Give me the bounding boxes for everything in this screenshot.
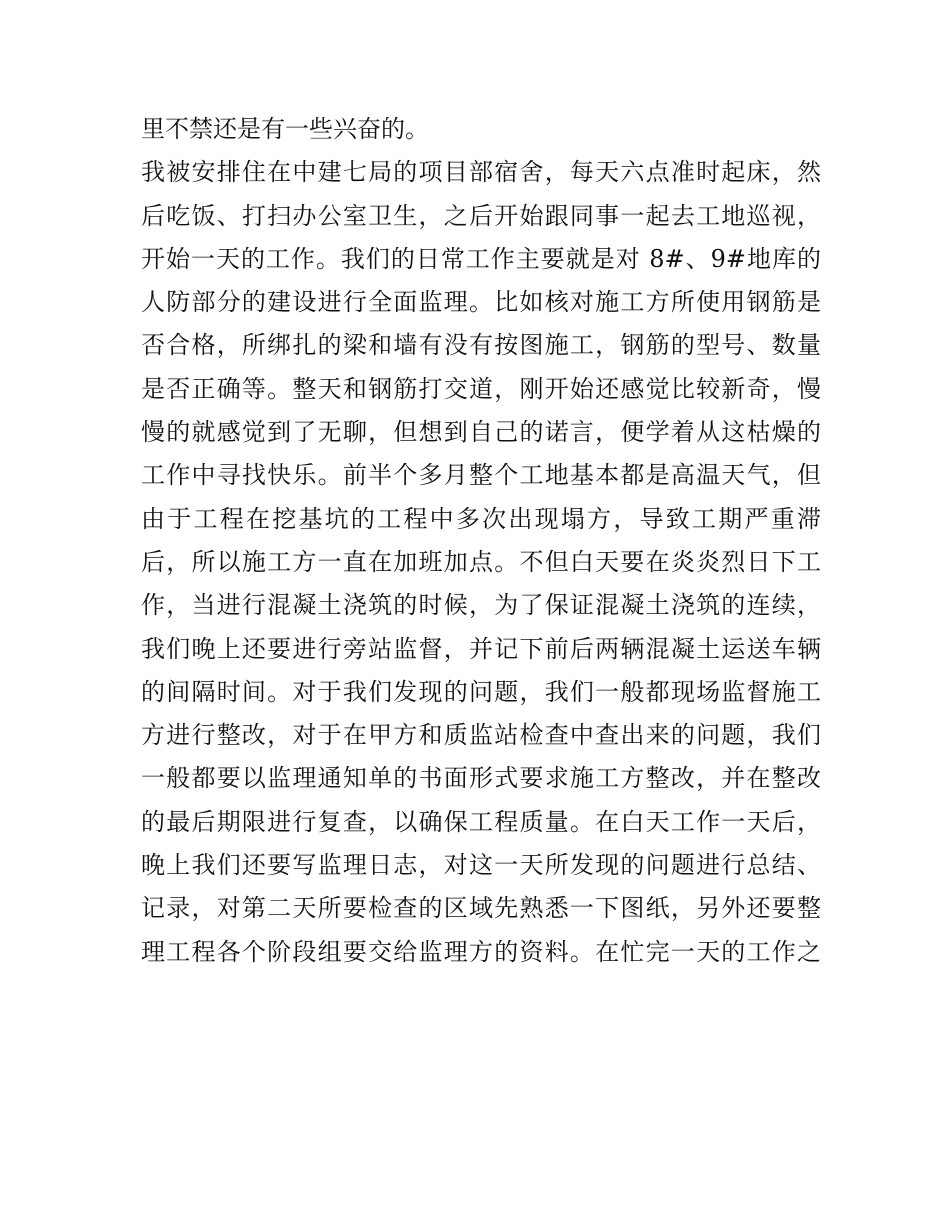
- text-line: 我被安排住在中建七局的项目部宿舍，每天六点准时起床，然: [141, 158, 821, 187]
- text-line: 人防部分的建设进行全面监理。比如核对施工方所使用钢筋是: [141, 288, 821, 317]
- text-line: 否合格，所绑扎的梁和墙有没有按图施工，钢筋的型号、数量: [141, 331, 821, 360]
- body-text: [141, 108, 821, 974]
- text-line: 工作中寻找快乐。前半个多月整个工地基本都是高温天气，但: [141, 461, 821, 490]
- text-line: 开始一天的工作。我们的日常工作主要就是对 8#、9#地库的: [141, 244, 821, 273]
- text-line: 的最后期限进行复查，以确保工程质量。在白天工作一天后，: [141, 807, 821, 836]
- text-line: 记录，对第二天所要检查的区域先熟悉一下图纸，另外还要整: [141, 894, 821, 923]
- text-line: 后，所以施工方一直在加班加点。不但白天要在炎炎烈日下工: [141, 547, 821, 576]
- text-line: 由于工程在挖基坑的工程中多次出现塌方，导致工期严重滞: [141, 504, 821, 533]
- text-line: 一般都要以监理通知单的书面形式要求施工方整改，并在整改: [141, 764, 821, 793]
- text-line: 理工程各个阶段组要交给监理方的资料。在忙完一天的工作之: [141, 937, 821, 966]
- text-line: 的间隔时间。对于我们发现的问题，我们一般都现场监督施工: [141, 677, 821, 706]
- text-line: 晚上我们还要写监理日志，对这一天所发现的问题进行总结、: [141, 851, 821, 880]
- text-line: 方进行整改，对于在甲方和质监站检查中查出来的问题，我们: [141, 721, 821, 750]
- text-line: 后吃饭、打扫办公室卫生，之后开始跟同事一起去工地巡视，: [141, 201, 821, 230]
- text-line: 作，当进行混凝土浇筑的时候，为了保证混凝土浇筑的连续，: [141, 591, 821, 620]
- text-line: 我们晚上还要进行旁站监督，并记下前后两辆混凝土运送车辆: [141, 634, 821, 663]
- text-line: 慢的就感觉到了无聊，但想到自己的诺言，便学着从这枯燥的: [141, 418, 821, 447]
- text-line: 里不禁还是有一些兴奋的。: [141, 115, 429, 143]
- text-line: 是否正确等。整天和钢筋打交道，刚开始还感觉比较新奇，慢: [141, 374, 821, 403]
